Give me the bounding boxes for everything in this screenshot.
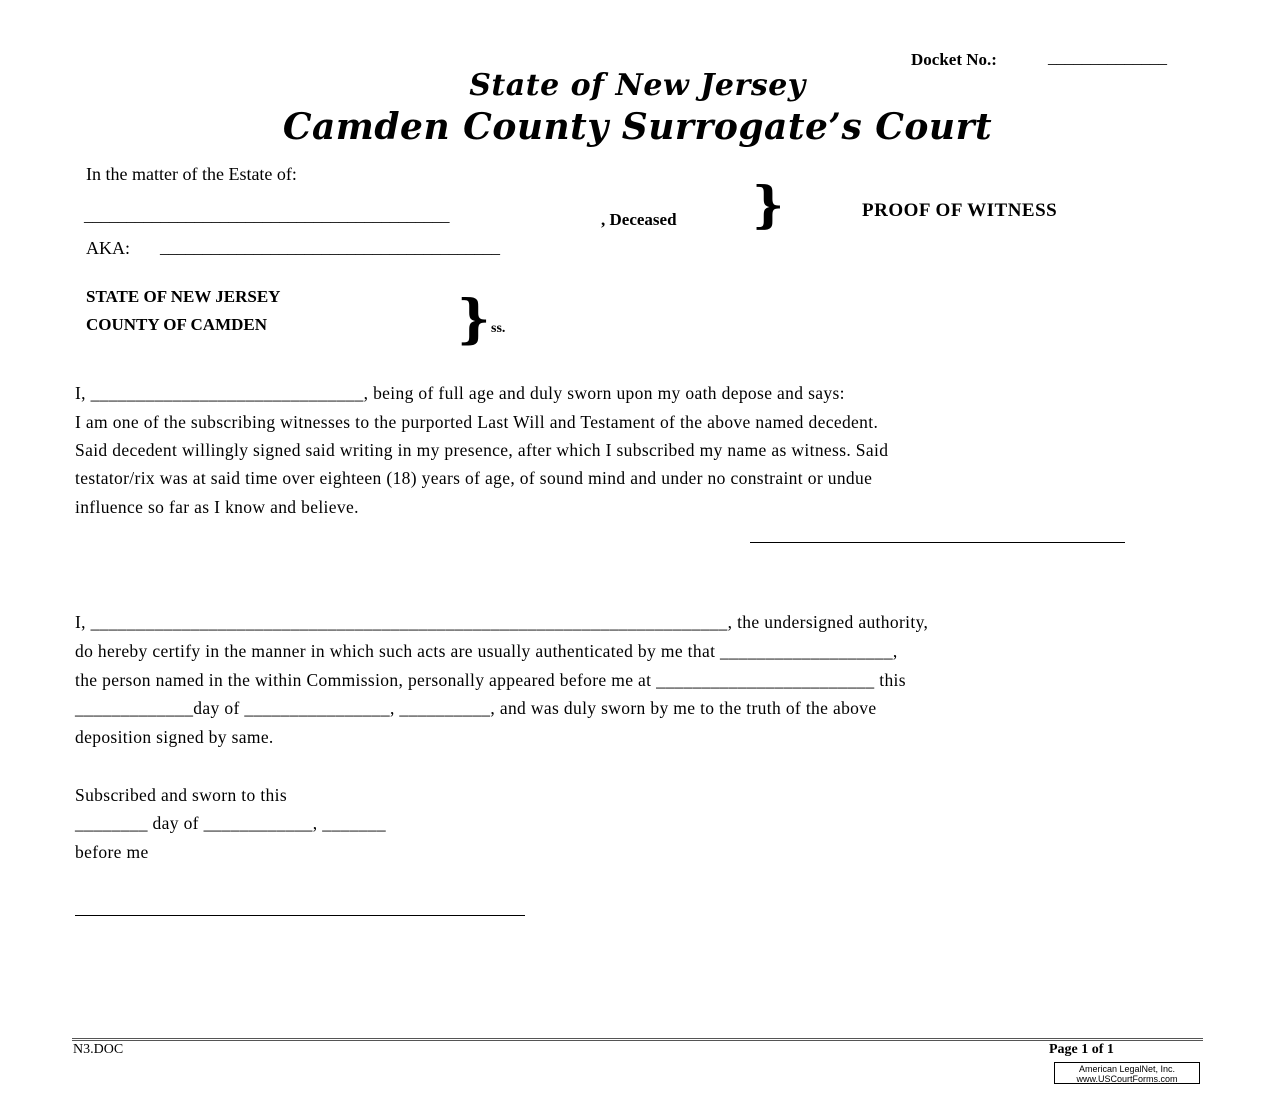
certification-line-1: I, ______________________________________________________________________, the undersigned authority, (75, 612, 929, 632)
footer-rule (72, 1038, 1203, 1041)
certification-line-2: do hereby certify in the manner in which such acts are usually authenticated by me that ___________________, (75, 641, 898, 661)
publisher-url: www.USCourtForms.com (1076, 1074, 1178, 1084)
affidavit-line-1: I, ______________________________, being of full age and duly sworn upon my oath depose and says: (75, 383, 845, 403)
aka-label: AKA: (86, 238, 130, 258)
decedent-name-field[interactable]: ___________________________________________ (84, 206, 450, 225)
certification-line-5: deposition signed by same. (75, 727, 274, 747)
page-number: Page 1 of 1 (1049, 1042, 1114, 1057)
venue-state: STATE OF NEW JERSEY (86, 287, 281, 306)
certification-line-4: _____________day of ________________, __________, and was duly sworn by me to the truth of the above (75, 698, 877, 718)
matter-label: In the matter of the Estate of: (86, 164, 297, 184)
officer-signature-line[interactable] (75, 915, 525, 916)
state-title: State of New Jersey (469, 68, 806, 103)
venue-county: COUNTY OF CAMDEN (86, 315, 268, 334)
certification-line-3: the person named in the within Commission, personally appeared before me at ________________________ this (75, 670, 906, 690)
form-code: N3.DOC (73, 1042, 124, 1057)
docket-label: Docket No.: (911, 50, 997, 69)
affidavit-line-3: Said decedent willingly signed said writing in my presence, after which I subscribed my name as witness. Said (75, 440, 889, 460)
affidavit-line-4: testator/rix was at said time over eighteen (18) years of age, of sound mind and under no constraint or undue (75, 468, 873, 488)
deceased-label: , Deceased (601, 210, 677, 229)
publisher-stamp (1054, 1062, 1200, 1084)
caption-brace: } (752, 175, 785, 234)
jurat-line-3: before me (75, 842, 149, 862)
jurat-line-1: Subscribed and sworn to this (75, 785, 288, 805)
affidavit-line-5: influence so far as I know and believe. (75, 497, 359, 517)
venue-brace: } (457, 289, 491, 350)
docket-number-field[interactable]: ______________ (1048, 48, 1167, 67)
court-title: Camden County Surrogate’s Court (282, 106, 993, 148)
aka-field[interactable]: ________________________________________ (160, 238, 500, 257)
document-title: PROOF OF WITNESS (862, 200, 1058, 221)
venue-ss: ss. (491, 321, 506, 336)
publisher-name: American LegalNet, Inc. (1078, 1064, 1176, 1074)
witness-signature-line[interactable] (750, 542, 1125, 543)
affidavit-line-2: I am one of the subscribing witnesses to the purported Last Will and Testament of the above named decedent. (75, 412, 879, 432)
jurat-line-2: ________ day of ____________, _______ (75, 813, 386, 833)
